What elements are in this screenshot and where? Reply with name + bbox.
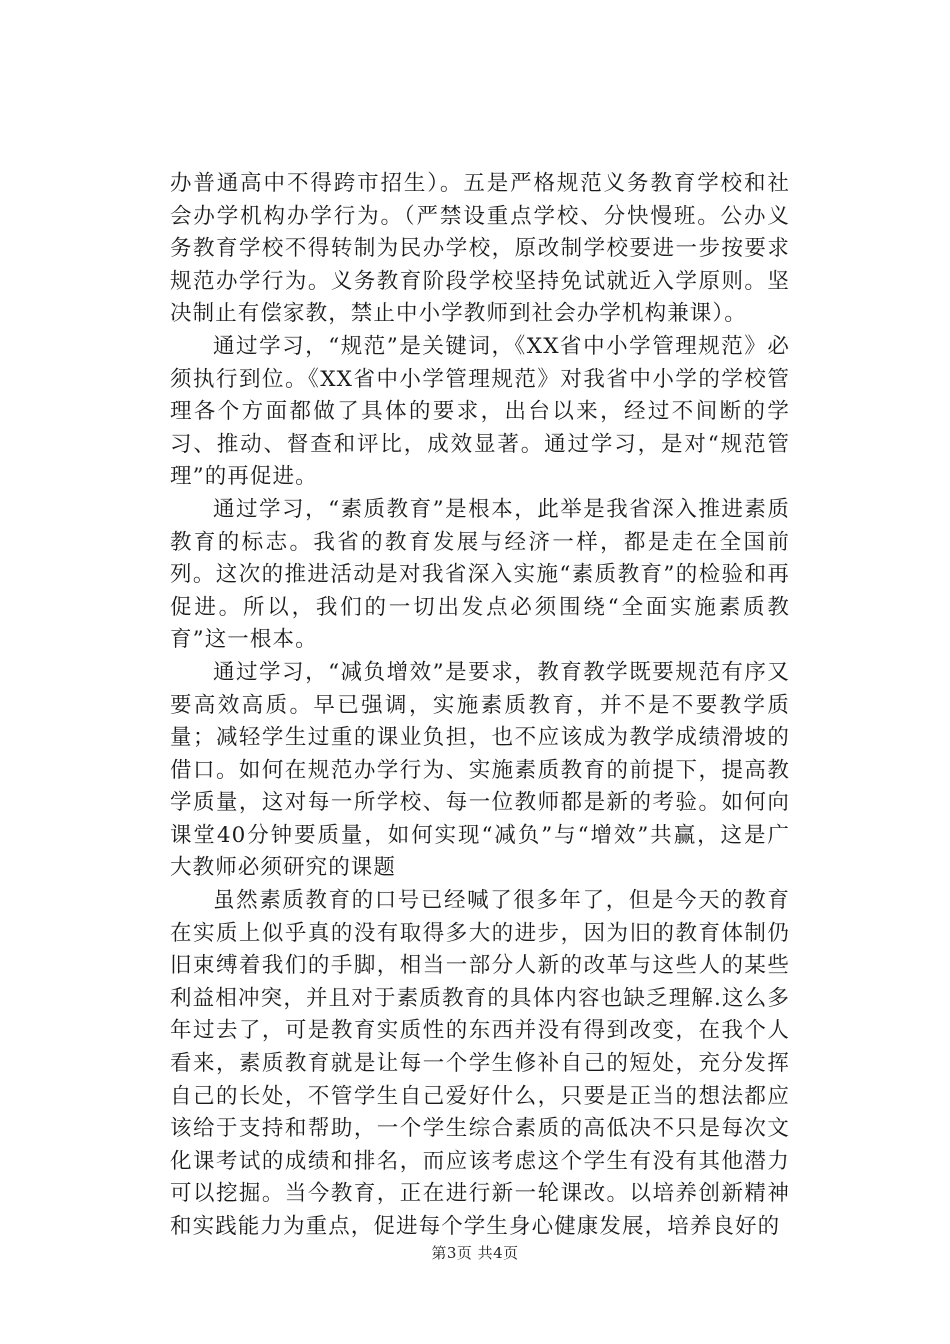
paragraph-2: 通过学习，“规范”是关键词，《XX省中小学管理规范》必须执行到位。《XX省中小学管理规范》对我省中小学的学校管理各个方面都做了具体的要求，出台以来，经过不间断的学习、推动、督查和评比，成效显著。通过学习，是对“规范管理”的再促进。 <box>170 333 790 490</box>
paragraph-1: 办普通高中不得跨市招生）。五是严格规范义务教育学校和社会办学机构办学行为。（严禁设重点学校、分快慢班。公办义务教育学校不得转制为民办学校，原改制学校要进一步按要求规范办学行为。义务教育阶段学校坚持免试就近入学原则。坚决制止有偿家教，禁止中小学教师到社会办学机构兼课）。 <box>170 171 790 327</box>
paragraph-4: 通过学习，“减负增效”是要求，教育教学既要规范有序又要高效高质。早已强调，实施素质教育，并不是不要教学质量；减轻学生过重的课业负担，也不应该成为教学成绩滑坡的借口。如何在规范办学行为、实施素质教育的前提下，提高教学质量，这对每一所学校、每一位教师都是新的考验。如何向课堂40分钟要质量，如何实现“减负”与“增效”共赢，这是广大教师必须研究的课题 <box>170 659 790 881</box>
paragraph-3: 通过学习，“素质教育”是根本，此举是我省深入推进素质教育的标志。我省的教育发展与经济一样，都是走在全国前列。这次的推进活动是对我省深入实施“素质教育”的检验和再促进。所以，我们的一切出发点必须围绕“全面实施素质教育”这一根本。 <box>170 496 790 653</box>
paragraph-5: 虽然素质教育的口号已经喊了很多年了，但是今天的教育在实质上似乎真的没有取得多大的进步，因为旧的教育体制仍旧束缚着我们的手脚，相当一部分人新的改革与这些人的某些利益相冲突，并且对于素质教育的具体内容也缺乏理解.这么多年过去了，可是教育实质性的东西并没有得到改变，在我个人看来，素质教育就是让每一个学生修补自己的短处，充分发挥自己的长处，不管学生自己爱好什么，只要是正当的想法都应该给于支持和帮助，一个学生综合素质的高低决不只是每次文化课考试的成绩和排名，而应该考虑这个学生有没有其他潜力可以挖掘。当今教育，正在进行新一轮课改。以培养创新精神和实践能力为重点，促进每个学生身心健康发展，培养良好的 <box>170 888 790 1239</box>
page-number-footer: 第3页 共4页 <box>431 1244 519 1262</box>
document-body <box>170 168 790 1244</box>
